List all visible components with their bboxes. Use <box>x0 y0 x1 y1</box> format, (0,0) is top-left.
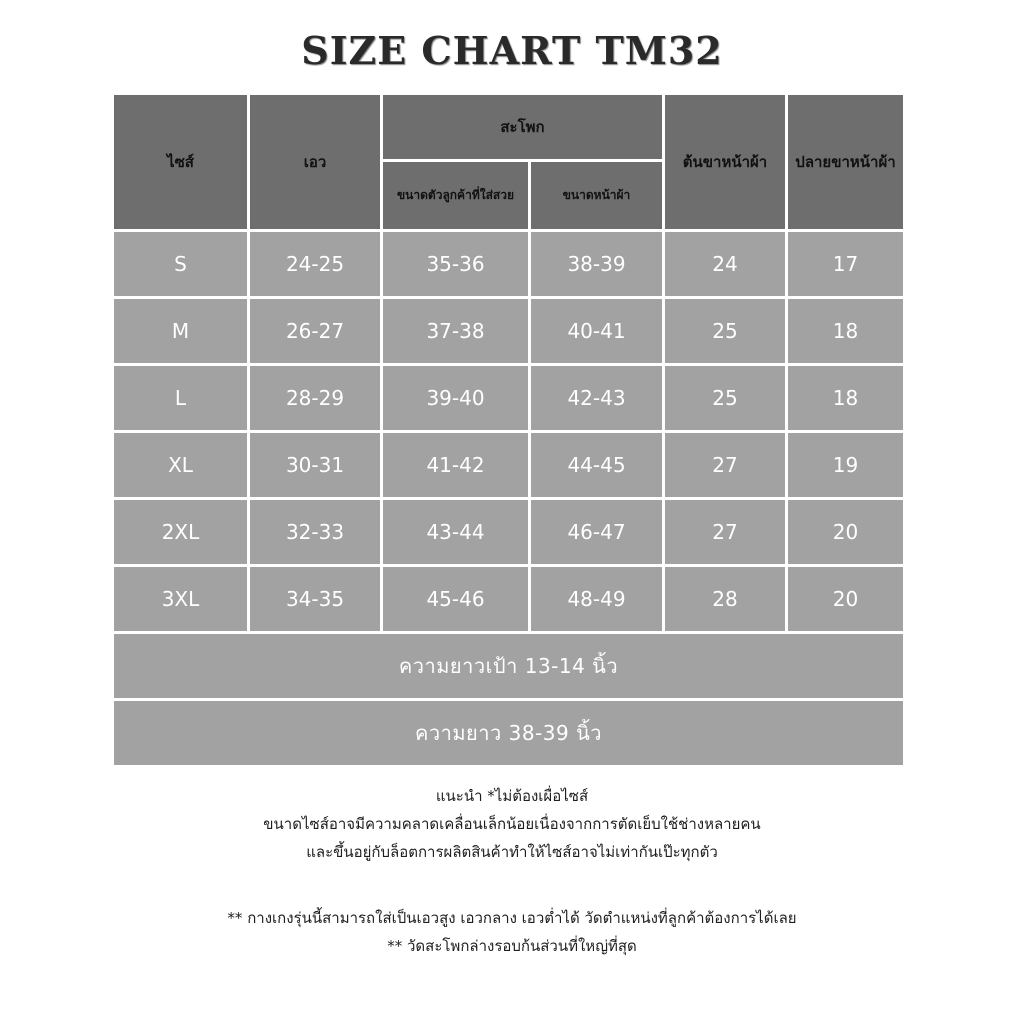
note-line-2: ขนาดไซส์อาจมีความคลาดเคลื่อนเล็กน้อยเนื่องจากการตัดเย็บใช้ช่างหลายคน <box>263 815 761 833</box>
cell-waist: 32-33 <box>250 500 380 564</box>
cell-hip-body: 39-40 <box>383 366 528 430</box>
header-hip: สะโพก <box>383 95 662 159</box>
cell-hip-fabric: 40-41 <box>531 299 662 363</box>
cell-hem: 19 <box>788 433 903 497</box>
size-chart-table <box>114 95 906 769</box>
note-line-5: ** วัดสะโพกล่างรอบก้นส่วนที่ใหญ่ที่สุด <box>387 937 637 955</box>
cell-hip-fabric: 38-39 <box>531 232 662 296</box>
cell-waist: 30-31 <box>250 433 380 497</box>
rise-length-row: ความยาวเป้า 13-14 นิ้ว <box>114 634 903 698</box>
cell-size: XL <box>114 433 247 497</box>
cell-waist: 24-25 <box>250 232 380 296</box>
measurement-notes <box>0 904 1024 960</box>
cell-size: 3XL <box>114 567 247 631</box>
page-title: SIZE CHART TM32 <box>301 28 723 73</box>
header-waist: เอว <box>250 95 380 229</box>
cell-hip-fabric: 42-43 <box>531 366 662 430</box>
cell-hem: 20 <box>788 500 903 564</box>
cell-waist: 34-35 <box>250 567 380 631</box>
cell-hip-body: 45-46 <box>383 567 528 631</box>
cell-hem: 17 <box>788 232 903 296</box>
cell-thigh: 25 <box>665 299 785 363</box>
note-line-3: และขึ้นอยู่กับล็อตการผลิตสินค้าทำให้ไซส์อาจไม่เท่ากันเป๊ะทุกตัว <box>306 843 718 861</box>
cell-hip-body: 41-42 <box>383 433 528 497</box>
cell-thigh: 27 <box>665 433 785 497</box>
cell-hip-body: 43-44 <box>383 500 528 564</box>
header-hip-body: ขนาดตัวลูกค้าที่ใส่สวย <box>383 162 528 229</box>
cell-size: 2XL <box>114 500 247 564</box>
cell-size: M <box>114 299 247 363</box>
cell-hip-body: 35-36 <box>383 232 528 296</box>
cell-hem: 20 <box>788 567 903 631</box>
cell-size: S <box>114 232 247 296</box>
cell-size: L <box>114 366 247 430</box>
cell-thigh: 24 <box>665 232 785 296</box>
header-thigh: ต้นขาหน้าผ้า <box>665 95 785 229</box>
cell-hip-body: 37-38 <box>383 299 528 363</box>
cell-hip-fabric: 48-49 <box>531 567 662 631</box>
cell-thigh: 28 <box>665 567 785 631</box>
cell-hip-fabric: 44-45 <box>531 433 662 497</box>
header-hem: ปลายขาหน้าผ้า <box>788 95 903 229</box>
note-line-4: ** กางเกงรุ่นนี้สามารถใส่เป็นเอวสูง เอวกลาง เอวต่ำได้ วัดตำแหน่งที่ลูกค้าต้องการได้เลย <box>227 909 797 927</box>
cell-hem: 18 <box>788 366 903 430</box>
cell-hem: 18 <box>788 299 903 363</box>
cell-thigh: 27 <box>665 500 785 564</box>
header-size: ไซส์ <box>114 95 247 229</box>
cell-waist: 28-29 <box>250 366 380 430</box>
cell-hip-fabric: 46-47 <box>531 500 662 564</box>
cell-waist: 26-27 <box>250 299 380 363</box>
recommendation-notes <box>0 782 1024 866</box>
cell-thigh: 25 <box>665 366 785 430</box>
total-length-row: ความยาว 38-39 นิ้ว <box>114 701 903 765</box>
note-line-1: แนะนำ *ไม่ต้องเผื่อไซส์ <box>435 787 589 805</box>
header-hip-fabric: ขนาดหน้าผ้า <box>531 162 662 229</box>
